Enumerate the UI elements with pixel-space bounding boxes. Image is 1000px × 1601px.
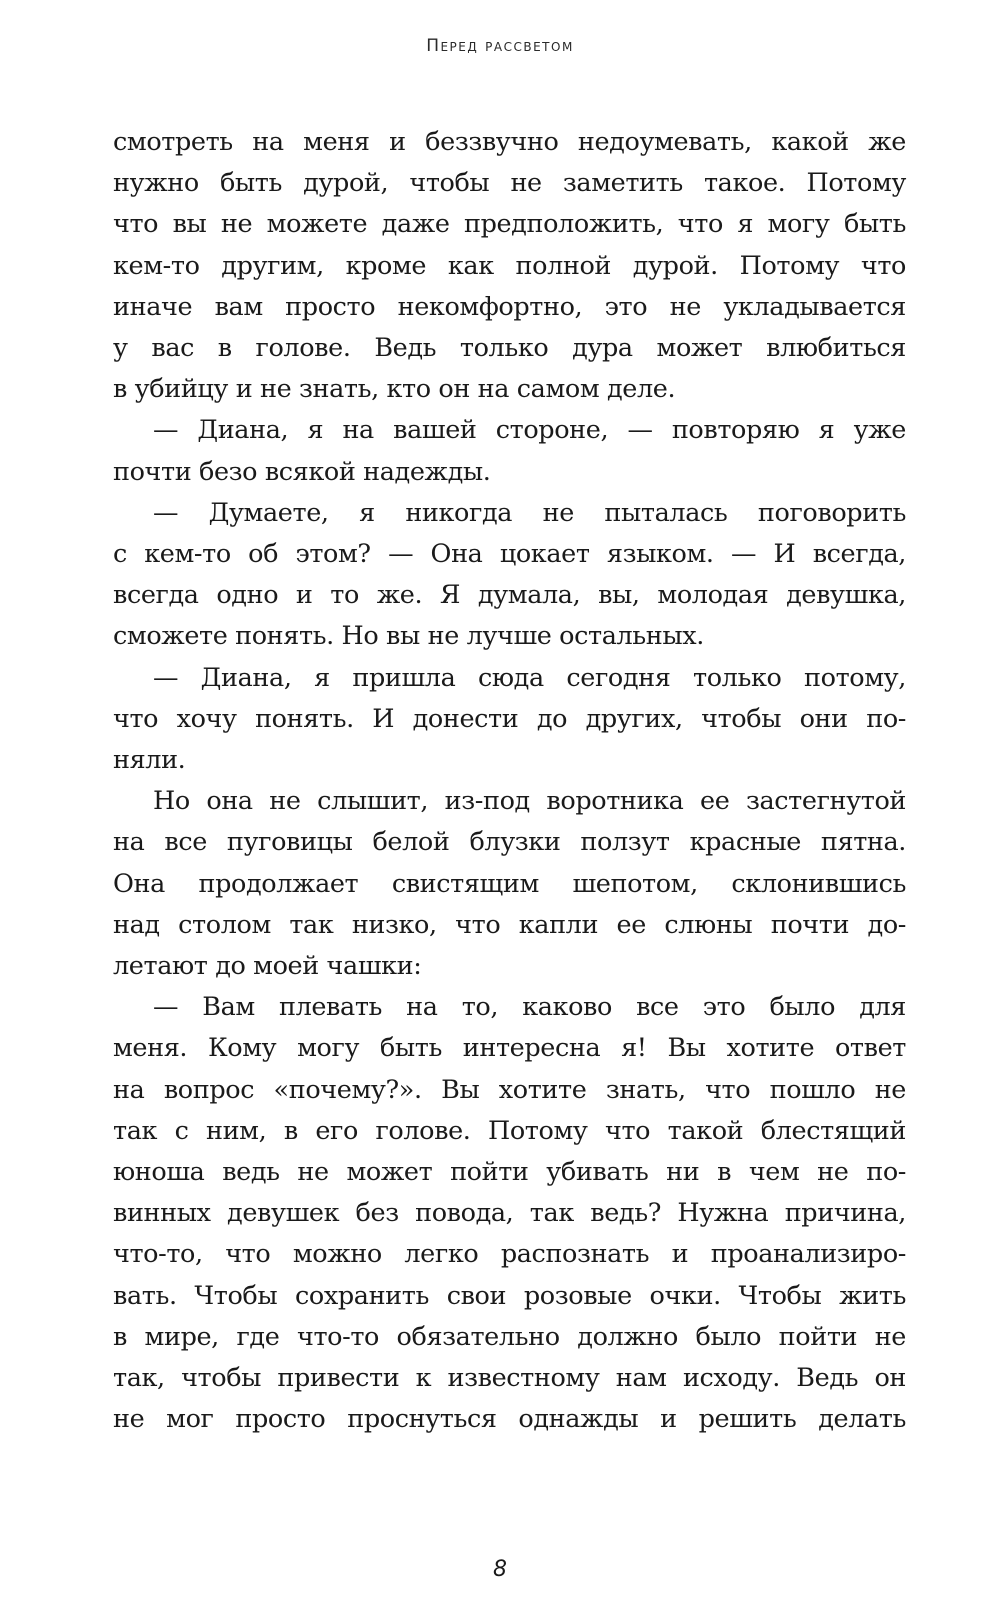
text-line: кем-то другим, кроме как полной дурой. Потому что bbox=[113, 250, 906, 281]
text-line: летают до моей чашки: bbox=[113, 951, 422, 982]
text-line: — Диана, я пришла сюда сегодня только потому, bbox=[153, 662, 906, 693]
text-line: — Думаете, я никогда не пыталась поговорить bbox=[153, 497, 906, 528]
text-line: над столом так низко, что капли ее слюны почти до- bbox=[113, 909, 906, 940]
text-line: смотреть на меня и беззвучно недоумевать, какой же bbox=[113, 127, 906, 157]
text-line: что хочу понять. И донести до других, чтобы они по- bbox=[113, 703, 906, 734]
text-line: не мог просто проснуться однажды и решить делать bbox=[113, 1404, 906, 1435]
text-line: у вас в голове. Ведь только дура может влюбиться bbox=[113, 333, 906, 364]
text-line: сможете понять. Но вы не лучше остальных. bbox=[113, 621, 704, 652]
text-line: так, чтобы привести к известному нам исходу. Ведь он bbox=[113, 1363, 906, 1394]
text-line: винных девушек без повода, так ведь? Нужна причина, bbox=[113, 1198, 906, 1229]
text-line: всегда одно и то же. Я думала, вы, молодая девушка, bbox=[113, 580, 906, 611]
text-line: с кем-то об этом? — Она цокает языком. — И всегда, bbox=[113, 539, 906, 570]
page-number: 8 bbox=[493, 1557, 507, 1582]
text-line: — Вам плевать на то, каково все это было для bbox=[153, 992, 906, 1023]
running-header: Перед рассветом bbox=[426, 36, 574, 56]
text-line: так с ним, в его голове. Потому что такой блестящий bbox=[113, 1115, 906, 1146]
text-line: в убийцу и не знать, кто он на самом деле. bbox=[113, 374, 676, 405]
body-text bbox=[113, 122, 906, 1441]
text-line: в мире, где что-то обязательно должно было пойти не bbox=[113, 1321, 906, 1352]
text-line: что вы не можете даже предположить, что я могу быть bbox=[113, 209, 906, 240]
text-line: на все пуговицы белой блузки ползут красные пятна. bbox=[113, 827, 906, 858]
text-line: юноша ведь не может пойти убивать ни в чем не по- bbox=[113, 1157, 906, 1188]
text-line: Но она не слышит, из-под воротника ее застегнутой bbox=[153, 786, 906, 817]
text-line: няли. bbox=[113, 745, 186, 776]
text-line: — Диана, я на вашей стороне, — повторяю я уже bbox=[153, 415, 906, 446]
text-line: Она продолжает свистящим шепотом, склонившись bbox=[113, 868, 906, 899]
text-line: нужно быть дурой, чтобы не заметить такое. Потому bbox=[113, 168, 906, 199]
text-line: вать. Чтобы сохранить свои розовые очки. Чтобы жить bbox=[113, 1280, 906, 1311]
text-line: иначе вам просто некомфортно, это не укладывается bbox=[113, 291, 906, 322]
text-line: меня. Кому могу быть интересна я! Вы хотите ответ bbox=[113, 1033, 906, 1064]
text-line: на вопрос «почему?». Вы хотите знать, что пошло не bbox=[113, 1074, 906, 1105]
text-line: что-то, что можно легко распознать и проанализиро- bbox=[113, 1239, 906, 1270]
text-line: почти безо всякой надежды. bbox=[113, 456, 491, 487]
